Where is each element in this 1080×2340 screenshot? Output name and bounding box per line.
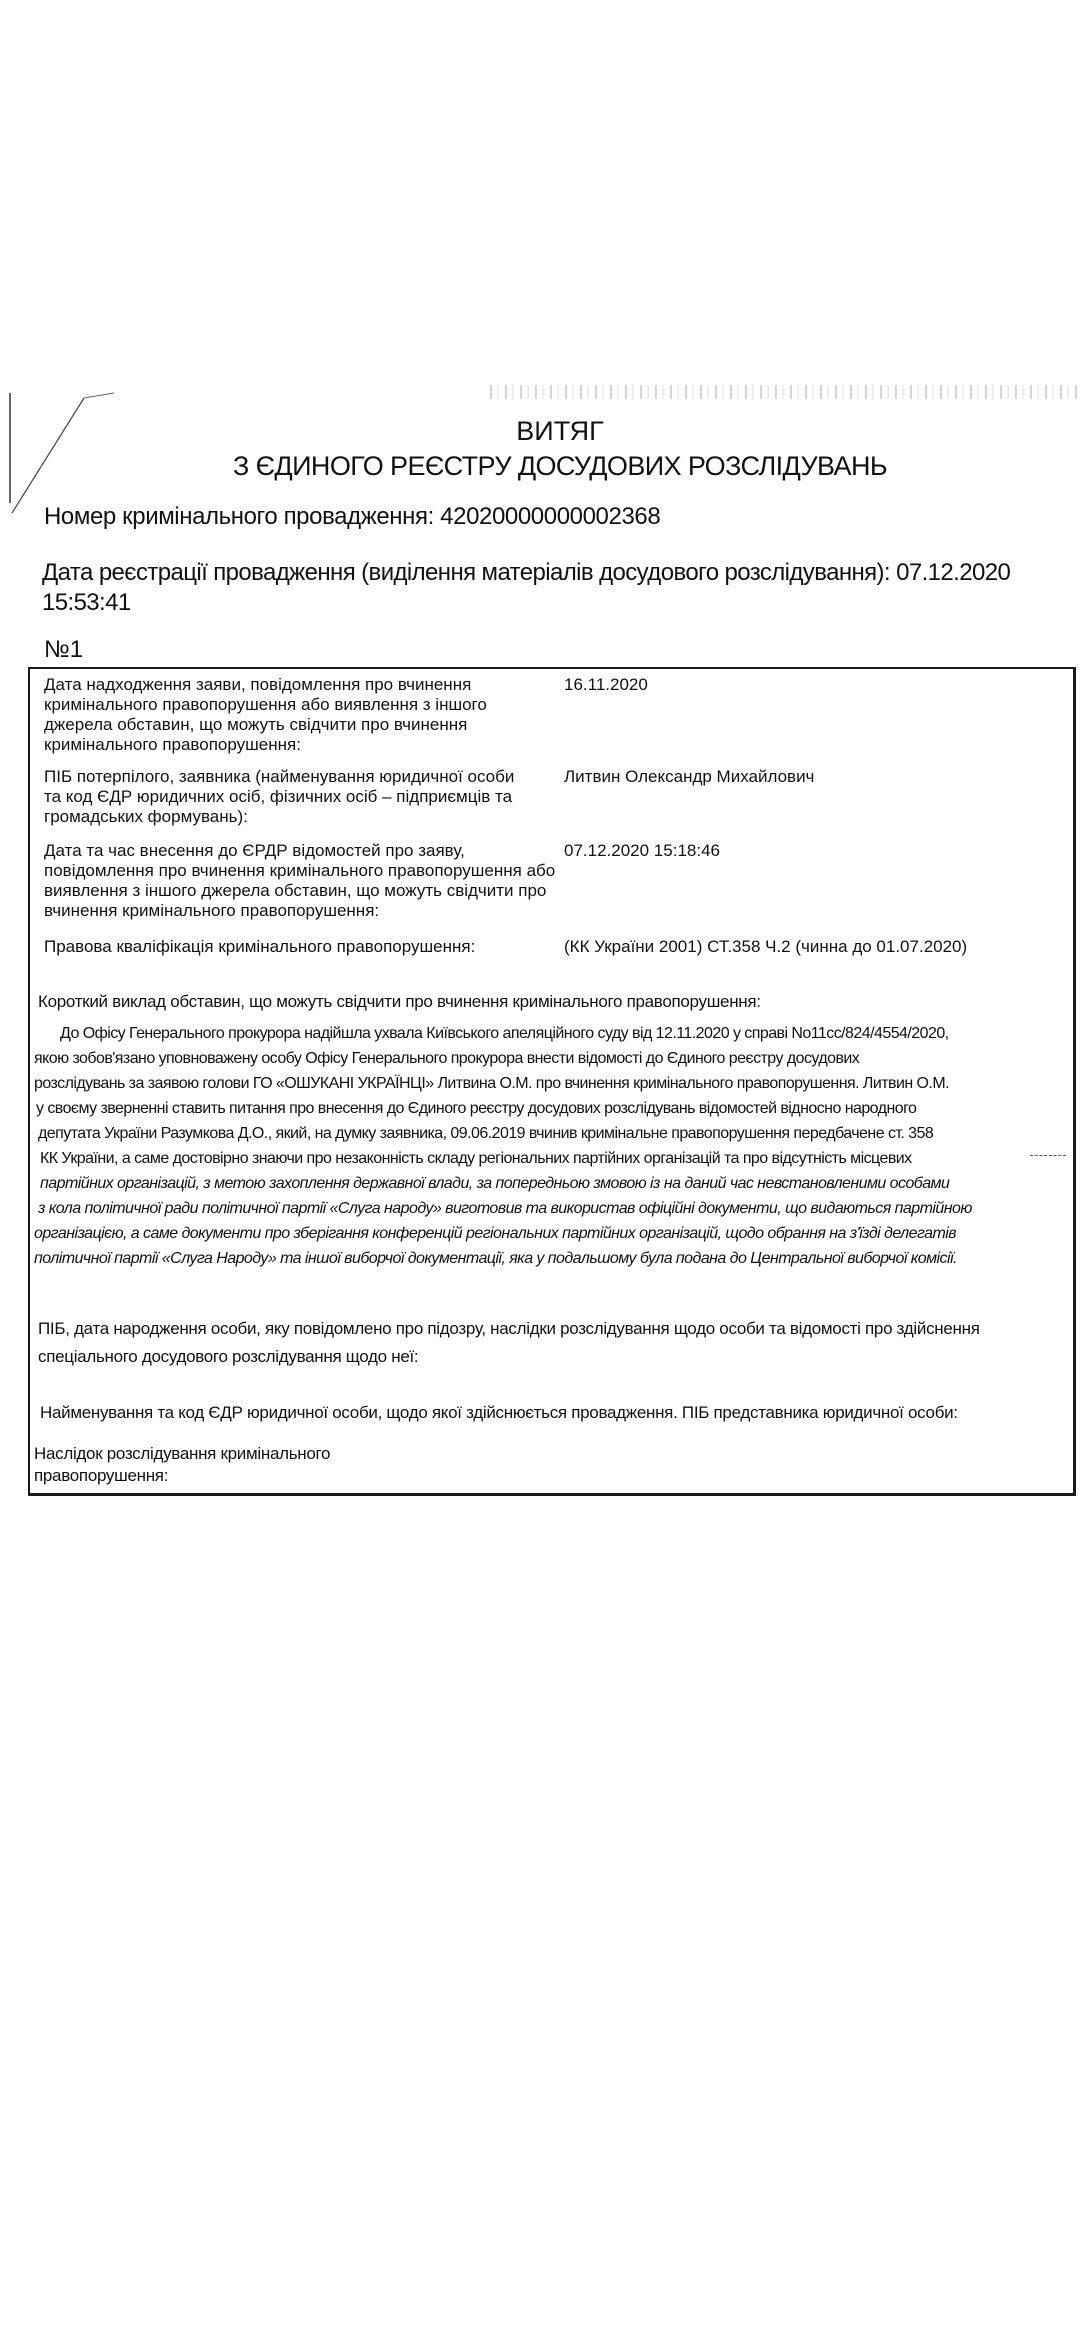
label-line: Дата та час внесення до ЄРДР відомостей про заяву, (44, 841, 465, 860)
label-line: та код ЄДР юридичних осіб, фізичних осіб – підприємців та (44, 787, 513, 806)
case-number-label: Номер кримінального провадження: (44, 503, 434, 530)
scan-artifact (490, 385, 1080, 399)
narrative-line: політичної партії «Слуга Народу» та іншої виборчої документації, яка у подальшому була подана до Центральної виборчої комісії. (34, 1250, 957, 1267)
label-line: Правова кваліфікація кримінального правопорушення: (44, 937, 476, 956)
label-line: ПІБ, дата народження особи, яку повідомлено про підозру, наслідки розслідування щодо особи та відомості про здійснення (38, 1319, 980, 1338)
legal-entity-label: Найменування та код ЄДР юридичної особи, щодо якої здійснюється провадження. ПІБ представника юридичної особи: (40, 1403, 958, 1422)
label-line: ПІБ потерпілого, заявника (найменування юридичної особи (44, 767, 515, 786)
label-line: правопорушення: (34, 1466, 169, 1485)
entry-number: №1 (44, 636, 84, 663)
title-registry: З ЄДИНОГО РЕЄСТРУ ДОСУДОВИХ РОЗСЛІДУВАНЬ (233, 451, 887, 481)
row-label (44, 841, 556, 921)
label-line: кримінального правопорушення або виявлення з іншого (44, 695, 487, 714)
title-extract: ВИТЯГ (516, 416, 604, 446)
narrative-line: з кола політичної ради політичної партії «Слуга народу» виготовив та використав офіційні документи, що видаються партійною (38, 1200, 972, 1217)
case-number-line (44, 503, 660, 531)
label-line: кримінального правопорушення: (44, 735, 301, 754)
registration-label: Дата реєстрації провадження (виділення матеріалів досудового розслідування): (42, 559, 891, 586)
registration-first-line (42, 558, 1010, 588)
narrative-line: якою зобов'язано уповноважену особу Офісу Генерального прокурора внести відомості до Єдиного реєстру досудових (34, 1050, 860, 1067)
row-value: 16.11.2020 (564, 675, 648, 694)
label-line: повідомлення про вчинення кримінального правопорушення або (44, 861, 556, 880)
outcome-label (34, 1443, 330, 1487)
label-line: виявлення з іншого джерела обставин, що можуть свідчити про (44, 881, 547, 900)
label-line: Дата надходження заяви, повідомлення про вчинення (44, 675, 472, 694)
label-line: Наслідок розслідування кримінального (34, 1444, 331, 1463)
document-title (40, 414, 1080, 484)
narrative-text (30, 1021, 1070, 1271)
label-line: спеціального досудового розслідування щодо неї: (38, 1347, 419, 1366)
registration-date: 07.12.2020 (896, 559, 1011, 586)
row-value: (КК України 2001) СТ.358 Ч.2 (чинна до 01.07.2020) (564, 937, 968, 956)
narrative-line: розслідувань за заявою голови ГО «ОШУКАНІ УКРАЇНЦІ» Литвина О.М. про вчинення кримінального правопорушення. Литвин О.М. (34, 1075, 950, 1092)
narrative-line: партійних організацій, з метою захоплення державної влади, за попередньою змовою із на даний час невстановленими особами (40, 1175, 950, 1192)
narrative-line: у своєму зверненні ставить питання про внесення до Єдиного реєстру досудових розслідувань відомостей відносно народного (36, 1100, 917, 1117)
case-number-value: 42020000000002368 (440, 503, 661, 530)
narrative-line: організацією, а саме документи про зберігання конференцій регіональних партійних організацій, щодо обрання на з'їзді делегатів (34, 1225, 957, 1242)
label-line: джерела обставин, що можуть свідчити про вчинення (44, 715, 468, 734)
narrative-line: До Офісу Генерального прокурора надійшла ухвала Київського апеляційного суду від 12.11.2020 у справі No11cc/824/4554/2020, (60, 1025, 949, 1042)
narrative-line: депутата України Разумкова Д.О., який, на думку заявника, 09.06.2019 вчинив кримінальне правопорушення передбачене ст. 358 (38, 1125, 934, 1142)
suspect-info-label (38, 1315, 980, 1371)
row-value: 07.12.2020 15:18:46 (564, 841, 720, 860)
scan-dash-artifact (1030, 1155, 1066, 1156)
registration-time: 15:53:41 (42, 589, 131, 616)
row-label (44, 767, 544, 827)
narrative-line: КК України, а саме достовірно знаючи про незаконність складу регіональних партійних організацій та про відсутність місцевих (40, 1150, 912, 1167)
registry-table (28, 667, 1076, 1496)
row-label (44, 675, 544, 755)
label-line: громадських формувань): (44, 807, 248, 826)
narrative-label: Короткий виклад обставин, що можуть свідчити про вчинення кримінального правопорушення: (38, 992, 761, 1011)
row-label (44, 937, 544, 957)
label-line: вчинення кримінального правопорушення: (44, 901, 380, 920)
registration-date-line (42, 558, 1010, 618)
row-value: Литвин Олександр Михайлович (564, 767, 815, 786)
